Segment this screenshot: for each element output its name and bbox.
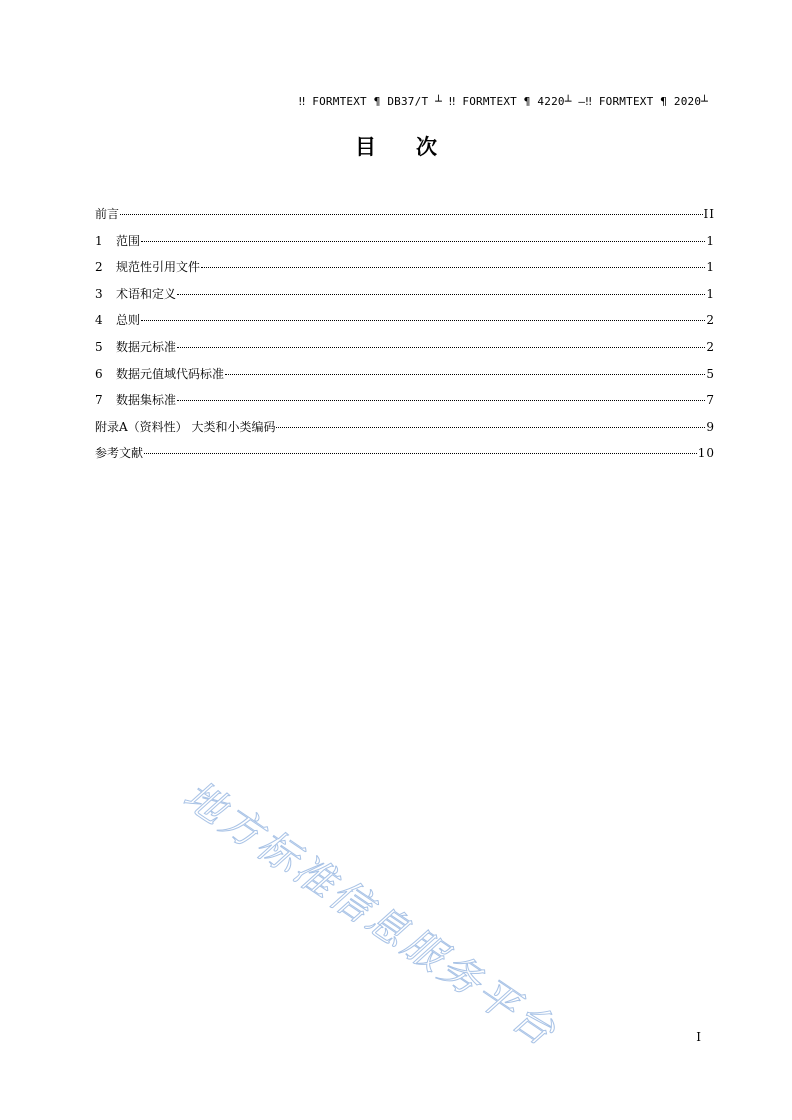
toc-leader-dots <box>225 374 705 375</box>
toc-entry-general[interactable] <box>95 311 715 338</box>
toc-entry-number: 6 <box>95 366 103 381</box>
toc-entry-dataset-standard[interactable] <box>95 391 715 418</box>
toc-entry-label: 术语和定义 <box>116 286 177 301</box>
toc-entry-number: 2 <box>95 260 103 275</box>
toc-leader-dots <box>144 453 697 454</box>
toc-leader-dots <box>141 241 705 242</box>
toc-entry-scope[interactable] <box>95 232 715 259</box>
toc-leader-dots <box>276 427 705 428</box>
table-of-contents <box>95 205 715 471</box>
toc-entry-number: 3 <box>95 286 103 301</box>
standard-code-header: ‼ FORMTEXT ¶ DB37/T ┴ ‼ FORMTEXT ¶ 4220┴ —‼ FORMTEXT ¶ 2020┴ <box>298 95 708 108</box>
toc-entry-label: 规范性引用文件 <box>116 260 201 275</box>
toc-leader-dots <box>177 347 705 348</box>
toc-entry-page: 2 <box>706 313 715 328</box>
toc-entry-label: 附录A（资料性） 大类和小类编码 <box>95 419 276 434</box>
toc-entry-label: 范围 <box>116 233 141 248</box>
toc-leader-dots <box>201 267 705 268</box>
toc-entry-label: 数据集标准 <box>116 393 177 408</box>
toc-entry-page: 9 <box>706 419 715 434</box>
toc-entry-bibliography[interactable] <box>95 444 715 471</box>
toc-leader-dots <box>141 320 705 321</box>
toc-entry-label: 数据元值域代码标准 <box>116 366 225 381</box>
toc-leader-dots <box>177 400 705 401</box>
toc-entry-label: 总则 <box>116 313 141 328</box>
toc-entry-page: 7 <box>706 393 715 408</box>
toc-entry-page: II <box>703 207 715 221</box>
toc-entry-number: 7 <box>95 393 103 408</box>
toc-entry-terms-definitions[interactable] <box>95 285 715 312</box>
toc-entry-appendix-a[interactable] <box>95 418 715 445</box>
toc-entry-number: 1 <box>95 233 103 248</box>
toc-leader-dots <box>177 294 705 295</box>
toc-entry-data-element-standard[interactable] <box>95 338 715 365</box>
page-number: I <box>696 1030 701 1044</box>
watermark-text: 地方标准信息服务平台 <box>175 772 566 1057</box>
toc-title: 目次 <box>355 135 477 159</box>
toc-entry-page: 2 <box>706 339 715 354</box>
toc-entry-page: 1 <box>706 286 715 301</box>
toc-entry-number: 4 <box>95 313 103 328</box>
toc-entry-label: 数据元标准 <box>116 339 177 354</box>
toc-entry-page: 10 <box>697 446 715 461</box>
toc-entry-value-domain-code-standard[interactable] <box>95 365 715 392</box>
toc-leader-dots <box>120 214 703 215</box>
toc-entry-page: 1 <box>706 260 715 275</box>
toc-entry-page: 5 <box>706 366 715 381</box>
toc-entry-normative-references[interactable] <box>95 258 715 285</box>
toc-entry-foreword[interactable] <box>95 205 715 232</box>
toc-entry-label: 参考文献 <box>95 446 144 461</box>
toc-entry-number: 5 <box>95 339 103 354</box>
toc-entry-page: 1 <box>706 233 715 248</box>
toc-entry-label: 前言 <box>95 207 120 221</box>
